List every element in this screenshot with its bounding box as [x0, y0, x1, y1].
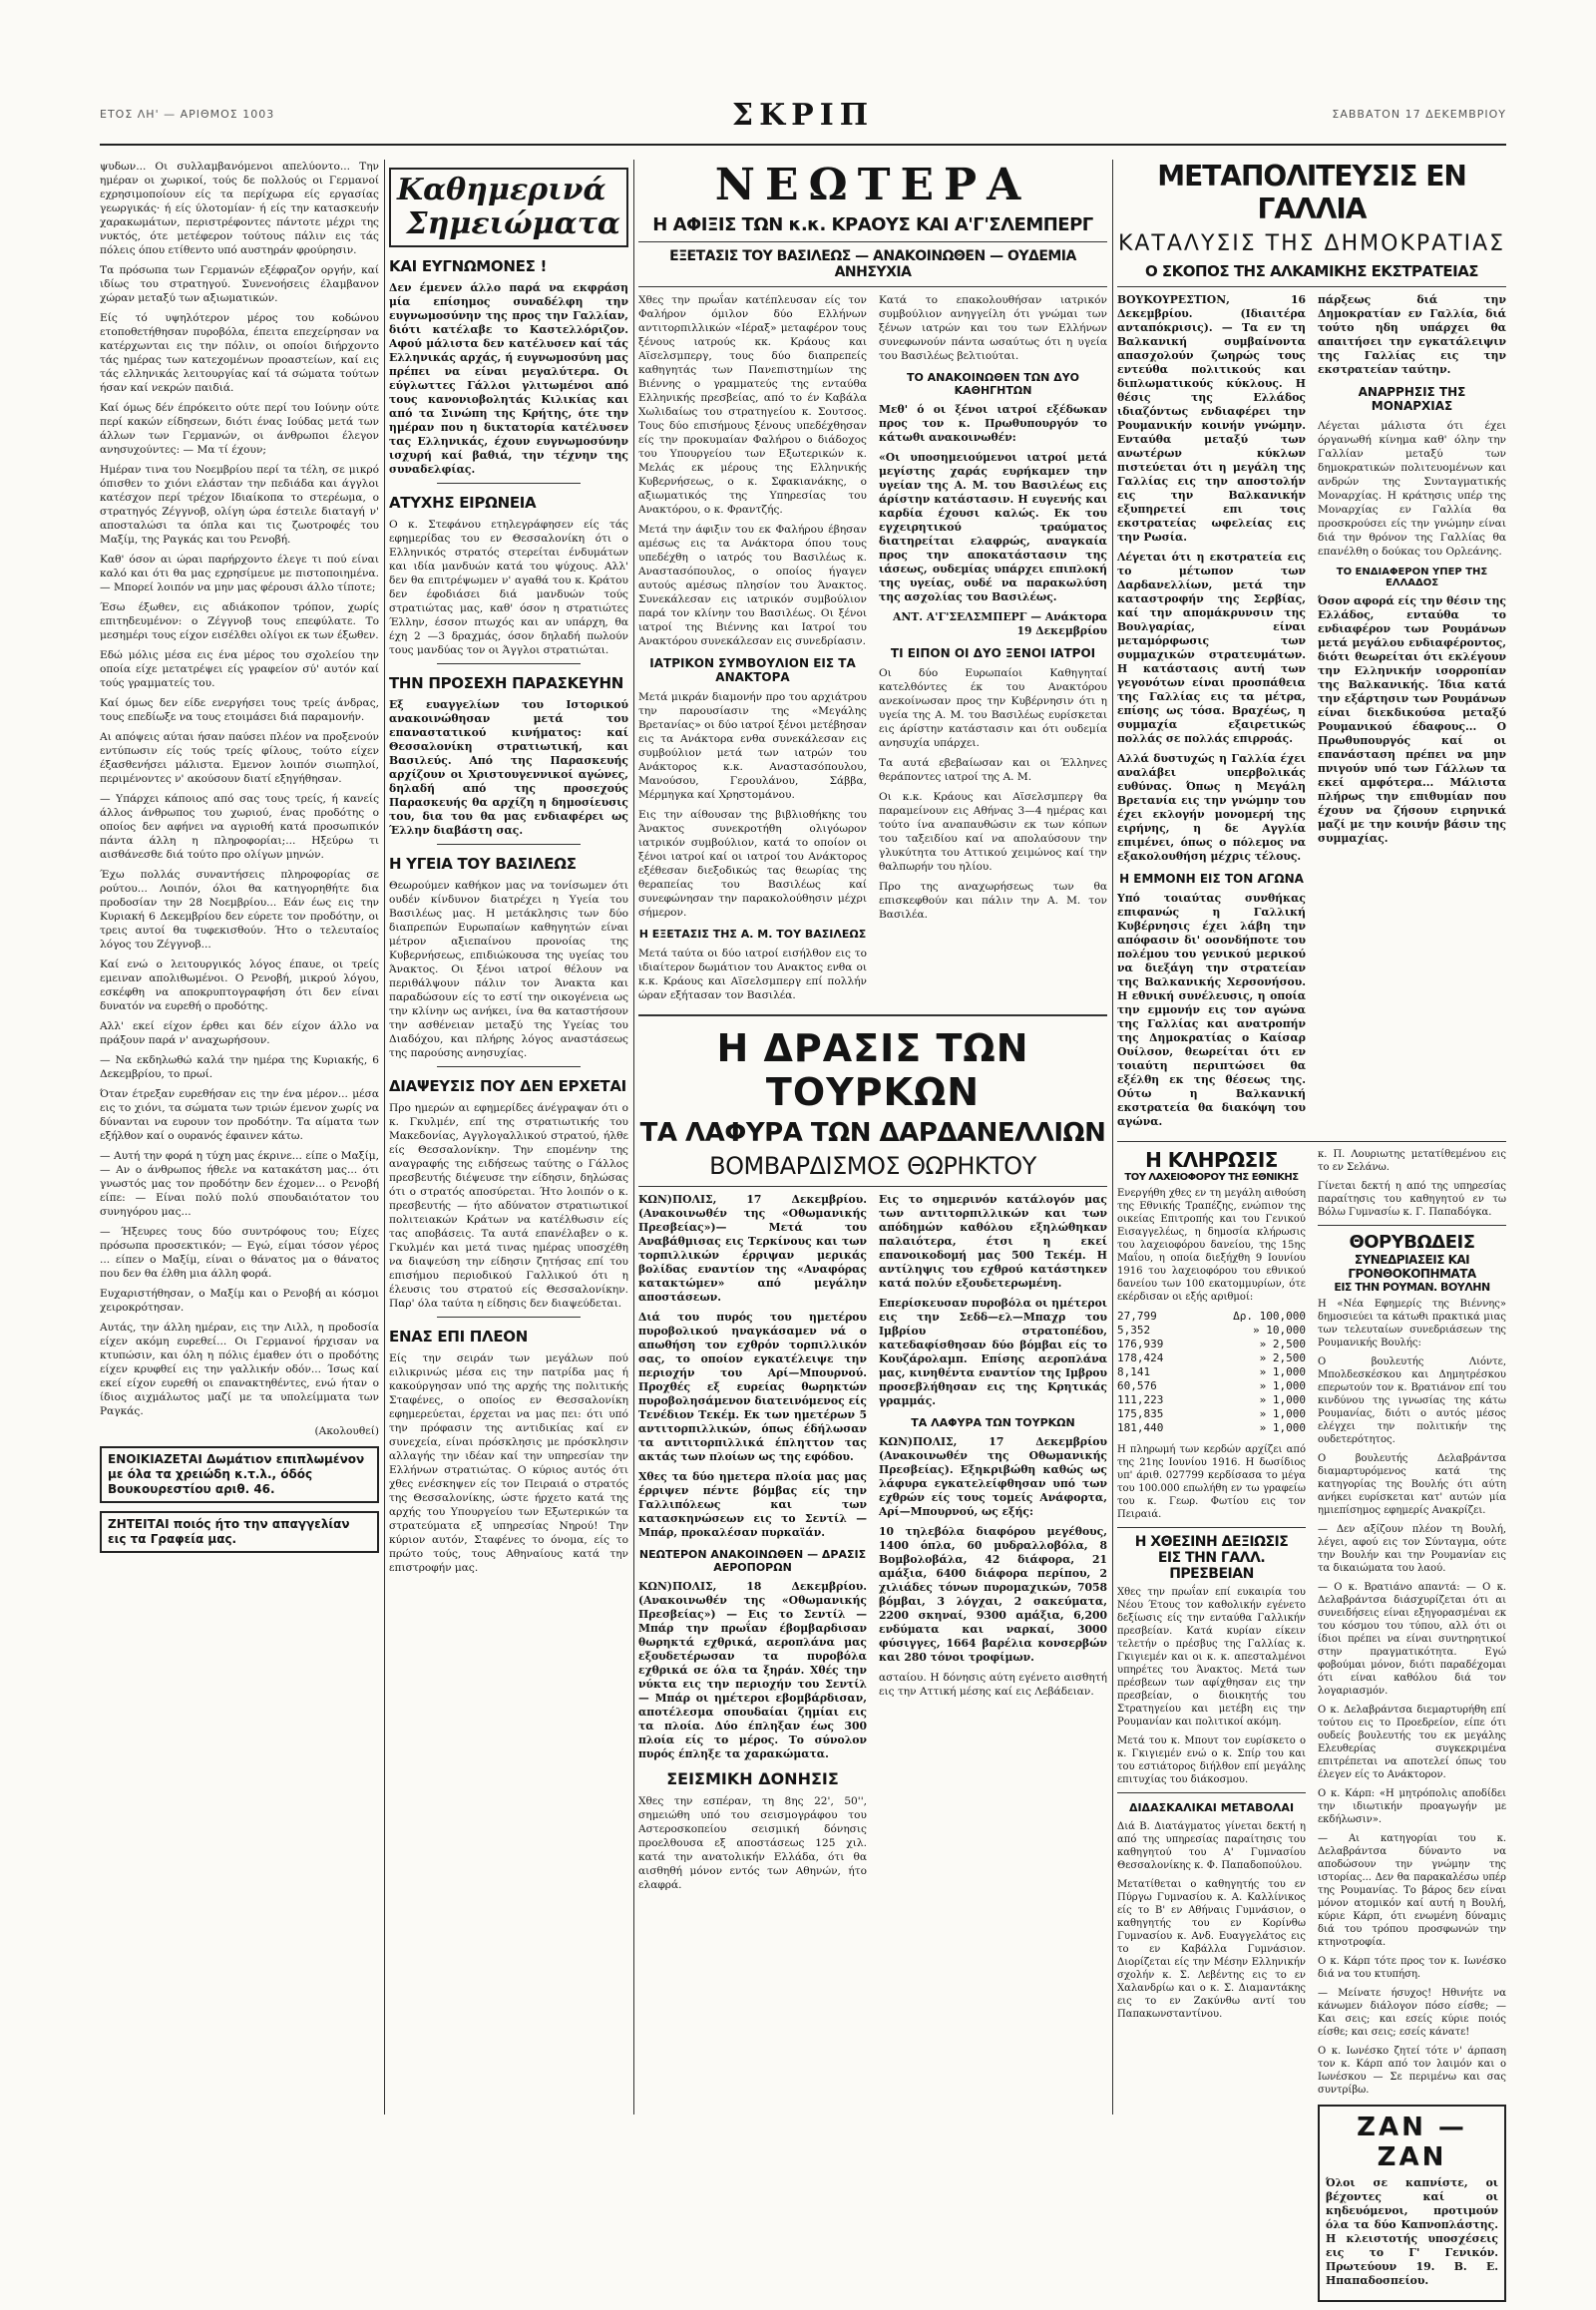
- article-heading: ΤΗΝ ΠΡΟΣΕΧΗ ΠΑΡΑΣΚΕΥΗΝ: [389, 674, 623, 692]
- paragraph: Είς τό υψηλότερον μέρος του κοδώνου ετοποθετήθησαν πυροβόλα, έπειτα επεχείρησαν να κατέρχωνται εις την πόλιν, οι οποίοι διήρχοντο τάς ημέρας των κατεχομένων προαστείων, καί εις τάς ελληνικάς λειτουργίας καί τά σώματα τούτων ήσαν καί νεκρών παιδιά.: [100, 312, 379, 394]
- subheading: ΤΑ ΛΑΦΥΡΑ ΤΩΝ ΤΟΥΡΚΩΝ: [911, 1416, 1075, 1429]
- paragraph: ασταίου. Η δόνησις αύτη εγένετο αισθητή εις την Αττική μέσης καί εις Λεβάδειαν.: [879, 1672, 1107, 1698]
- lottery-prize: » 1,000: [1259, 1421, 1306, 1434]
- lottery-prize: » 2,500: [1259, 1351, 1306, 1364]
- divider: [638, 241, 1107, 242]
- paragraph: Αλλά δυστυχώς η Γαλλία έχει αναλάβει υπερβολικάς ευθύνας. Όπως η Μεγάλη Βρετανία εις την γνώμην του έχει εκλογήν μονομερή της ειρήνης, η δε Αγγλία επιμένει, όπως ο πόλεμος να εξακολουθήση μέχρις τέλους.: [1117, 752, 1306, 863]
- paragraph: Λέγεται ότι η εκστρατεία εις το μέτωπον των Δαρδανελλίων, μετά την καταστροφήν της Σερβίας, καί την απομάκρυνσιν της Βουλγαρίας, είναι μεταμόρφωσις των συμμαχικών στρατευμάτων. Η κατάστασις αυτή των γεγονότων είναι προσπάθεια της Γαλλίας εις τα μέτρα, επίσης ως τόσα. Βραχέως, η συμμαχία εξαιρετικώς πολλάς σε πολλάς επιρροάς.: [1117, 551, 1306, 745]
- subheading: ΝΕΩΤΕΡΟΝ ΑΝΑΚΟΙΝΩΘΕΝ — ΔΡΑΣΙΣ ΑΕΡΟΠΟΡΩΝ: [638, 1548, 867, 1574]
- paragraph: Μεθ' ό οι ξένοι ιατροί εξέδωκαν προς τον κ. Πρωθυπουργόν το κάτωθι ανακοινωθέν:: [879, 403, 1107, 444]
- ad-title: ΖΑΝ — ΖΑΝ: [1357, 2113, 1467, 2172]
- paragraph: — Υπάρχει κάποιος από σας τους τρείς, ή κανείς άλλος άνθρωπος του χωριού, ένας προδότης ο οποίος δεν αφήνει να αγριοθή κατά προσωπικόν πάντα άλλη η πληροφορίαι;... Ηξεύρω τι αισθάνεσθε διά τούτο προ ολίγων μηνών.: [100, 793, 379, 861]
- paragraph: ψυδων... Οι συλλαμβανόμενοι απελύοντο... Την ημέραν οι χωρικοί, τούς δε πολλούς οι Γερμανοί εχρησιμοποίουν είς τα περίχωρα είς εργασίας γεωργικάς· ή είς ύλοτομίαν· ή είς την κατασκευήν χαρακωμάτων, περιστρέφοντες πάντοτε μέχρι της νυκτός, ότε μετέφερον τούτους πάλιν εις τάς πόλεις όπου ετίθεντο υπό αυστηράν φρούρησιν.: [100, 161, 379, 256]
- subheading: ΔΙΔΑΣΚΑΛΙΚΑΙ ΜΕΤΑΒΟΛΑΙ: [1128, 1801, 1295, 1814]
- lottery-number: 111,223: [1117, 1393, 1164, 1406]
- paragraph: ΚΩΝ)ΠΟΛΙΣ, 18 Δεκεμβρίου. (Ανακοινωθέν της «Οθωμανικής Πρεσβείας») — Εις το Σεντίλ — Μπάρ την πρωΐαν έβομβαρδισαν θωρηκτά εχθρικά, αεροπλάνα μας εξουδετέρωσαν τα πυροβόλα εχθρικά σε όλα τα ξηράν. Χθές την νύκτα εις την περιοχήν του Σεντίλ — Μπάρ οι ημέτεροι εβομβάρδισαν, αποτέλεσμα σπουδαίαι ζημίαι εις τα πλοία. Δύο έπληξαν έως 300 πλοία είς το μέρος. Το σύνολον πυρός έπληξε τα χαρακώματα.: [638, 1580, 867, 1760]
- article-heading: ΕΝΑΣ ΕΠΙ ΠΛΕΟΝ: [389, 1328, 528, 1346]
- paragraph: Διά Β. Διατάγματος γίνεται δεκτή η από της υπηρεσίας παραίτησις του καθηγητού του Α' Γυμνασίου Θεσσαλονίκης κ. Φ. Παπαδοπούλου.: [1117, 1821, 1306, 1871]
- continued-note: (Ακολουθεί): [314, 1425, 379, 1437]
- column-divider: [384, 160, 385, 2115]
- paragraph: Τα αυτά εβεβαίωσαν και οι Έλληνες θεράποντες ιατροί της Α. Μ.: [879, 757, 1107, 783]
- paragraph: Μετατίθεται ο καθηγητής του εν Πύργω Γυμνασίου κ. Α. Καλλίνικος είς το Β' εν Αθήναις Γυμνάσιον, ο καθηγητής του εν Κορίνθω Γυμνασίου κ. Ανδ. Ευαγγελάτος εις το εν Καβάλλα Γυμνάσιον. Διορίζεται είς την Μέσην Ελληνικήν σχολήν κ. Σ. Λεβέντης εις το εν Χαλανδρίω και ο κ. Σ. Διαμαντάκης εις το εν Ζακύνθω αντί του Παπακωνσταντίνου.: [1117, 1879, 1306, 2020]
- paragraph: — Αυτή την φορά η τύχη μας έκρινε... είπε ο Μαξίμ, — Αν ο άνθρωπος ήθελε να κατακάτση μας... ότι γνωστός μας τον προδότην δεν έχομεν... ο Ρενοβή είπε: — Είναι πολύ πολύ σπουδαιότατον του συνηγόρου μας...: [100, 1150, 379, 1218]
- headline-campaign: Ο ΣΚΟΠΟΣ ΤΗΣ ΑΛΚΑΜΙΚΗΣ ΕΚΣΤΡΑΤΕΙΑΣ: [1144, 262, 1479, 280]
- divider: [638, 286, 1107, 287]
- paragraph: Είς την σειράν των μεγάλων πού ειλικρινώς μέσα εις την πατρίδα μας ή κακούργησαν υπό της αρχής της πολιτικής Σταφένες, ο οποίος εν Θεσσαλονίκη εφημερεύεται, έρχεται να μας πει: ότι υπό την πρόφασιν της αντιδικίας καί εν συνεχεία, είναι πρόσκλησις με πρόσκλησιν αλλαγής την ιδέαν καί την υπηρεσίαν την Ελλήνων στρατιώτας. Ο κύριος αυτός ότι χθες ενέσκηψεν είς τον Πειραιά ο στρατός της Θεσσαλονίκης, ώστε ήρχετο κατά της αρχής του Υπουργείου των Εξωτερικών τα στρατεύματα εξ υπηρεσίας Νηρού! Την κύριον αυτόν, Σταφένες το όνομα, είς το πρώτο τούς, τους Αθηναίους κατά την επιστροφήν μας.: [389, 1352, 628, 1574]
- column-daily-notes: [389, 160, 628, 2115]
- subheading: ΤΟ ΕΝΔΙΑΦΕΡΟΝ ΥΠΕΡ ΤΗΣ ΕΛΛΑΔΟΣ: [1336, 567, 1488, 588]
- paragraph: Καθ' όσον αι ώραι παρήρχοντο έλεγε τι πού είναι καλό και ότι θα μας εχρησίμευε με πιστοποιημένα. — Μπορεί λοιπόν να μην μας φέρουσι άλλο τίποτε;: [100, 554, 379, 593]
- lottery-prize: » 1,000: [1259, 1407, 1306, 1420]
- masthead-issue: ΕΤΟΣ ΛΗ' — ΑΡΙΘΜΟΣ 1003: [100, 108, 275, 121]
- paragraph: Υπό τοιαύτας συνθήκας επιφανώς η Γαλλική Κυβέρνησις έχει λάβη την απόφασιν δι' οσονδήποτε του πολέμου του γενικού μερικού να διεξάγη την στρατείαν της Βαλκανικής Χερσονήσου. Η εθνική συνέλευσις, η οποία την εμμονήν εις τον αγώνα της Γαλλίας και ανατροπήν της Δημοκρατίας ο Καίσαρ Ουίλσον, θεωρείται ότι εν τοιαύτη περιπτώσει θα εξέλθη εκ της θέσεως της. Ούτω η Βαλκανική εκστρατεία θα διακόψη του αγώνα.: [1117, 892, 1306, 1128]
- paragraph: Η «Νέα Εφημερίς της Βιέννης» δημοσιεύει τα κάτωθι πρακτικά μιας των τελευταίων συνεδριάσεων της Ρουμανικής Βουλής:: [1318, 1299, 1506, 1348]
- subheading: ΕΙΣ ΤΗΝ ΡΟΥΜΑΝ. ΒΟΥΛΗΝ: [1334, 1281, 1490, 1294]
- divider: [437, 844, 581, 845]
- paragraph: Τα πρόσωπα των Γερμανών εξέφραζον οργήν, καί ιδίως του στρατηγού. Συνενοήσεις έλαμβανον χώραν μεταξύ των αξιωματικών.: [100, 264, 379, 304]
- section-title: Καθημερινά: [397, 173, 606, 207]
- divider: [1117, 286, 1506, 287]
- paragraph: Αυτάς, την άλλη ημέραν, εις την Λιλλ, η προδοσία είχεν ακόμη ευρεθεί... Οι Γερμανοί ήρχισαν να κτυπώσιν, και όλη η πόλις έμαθεν ότι ο προδότης είχεν κρυφθεί εις την γαλλικήν οδόν... Ίσως καί εκεί είχον ευρεθή οι επανακτηθέντες, ενώ ήταν ο ίδιος αιχμάλωτος μαζί με τα υπολείμματα των Ραγκάς.: [100, 1322, 379, 1417]
- paragraph: Αι απόψεις αύται ήσαν παύσει πλέον να προξενούν εντύπωσιν είς τούς τρείς φίλους, τούτο είχεν έξασθενήσει μάλιστα. Εμενον λοιπόν σιωπηλοί, περιμένοντες ν' ακούσουν διατί εξηγήθησαν.: [100, 731, 379, 785]
- divider: [437, 1066, 581, 1067]
- subheading: Η ΕΞΕΤΑΣΙΣ ΤΗΣ Α. Μ. ΤΟΥ ΒΑΣΙΛΕΩΣ: [638, 928, 867, 941]
- lottery-number: 27,799: [1117, 1310, 1157, 1323]
- paragraph: Ο κ. Κάρπ: «Η μητρόπολις αποδίδει την ιδιωτικήν προαγωγήν με εκδήλωσιν».: [1318, 1788, 1506, 1825]
- lottery-prize: Δρ. 100,000: [1233, 1310, 1306, 1323]
- lottery-results: [1117, 1310, 1306, 1435]
- divider: [1117, 1527, 1306, 1528]
- paragraph: Επερίσκευσαν πυροβόλα οι ημέτεροι εις την Σεδδ—ελ—Μπαχρ του Ιμβρίου στρατοπέδου, κατεδαφίσθησαν δύο βόμβαι είς το Κουζάρολαμπ. Επίσης αεροπλάνα μας, κινηθέντα εναντίον της Ιμβρου προσεβλήθησαν εις της Κρητικάς γραμμάς.: [879, 1297, 1107, 1407]
- headline-france: ΜΕΤΑΠΟΛΙΤΕΥΣΙΣ ΕΝ ΓΑΛΛΙΑ: [1157, 160, 1466, 225]
- divider: [1117, 1792, 1306, 1793]
- lottery-number: 5,352: [1117, 1324, 1151, 1337]
- zan-zan-ad: [1318, 2105, 1506, 2302]
- subheading: ΣΥΝΕΔΡΙΑΣΕΙΣ ΚΑΙ ΓΡΟΝΘΟΚΟΠΗΜΑΤΑ: [1348, 1253, 1476, 1281]
- headline-bombardment: ΒΟΜΒΑΡΔΙΣΜΟΣ ΘΩΡΗΚΤΟΥ: [709, 1152, 1036, 1180]
- news-two-column: [1117, 293, 1506, 1135]
- article-heading: Η ΥΓΕΙΑ ΤΟΥ ΒΑΣΙΛΕΩΣ: [389, 855, 577, 873]
- paragraph: — Ήξευρες τους δύο συντρόφους του; Είχες πρόσωπα προσεκτικόν; — Εγώ, είμαι τόσον γέρος ... είπεν ο Μαξίμ, είναι ο θάνατος μα ο θάνατος που δεν θα έλθη μια άλλη φορά.: [100, 1226, 379, 1280]
- paragraph: Ο βουλευτής Δελαβράντσα διαμαρτυρόμενος κατά της κατηγορίας της Βουλής ότι αύτη ανήκει ευρίσκεται κατ' αυτών μία ημιεπίσημος εφημερίς Ανακρίζει.: [1318, 1453, 1506, 1516]
- paragraph: Χθες την πρωΐαν κατέπλευσαν είς τον Φαλήρον όμιλον δύο Ελλήνων αντιτορπιλλικών «Ιέραξ» μεταφέρον τους ξένους ιατρούς κκ. Κράους και Αϊσελσμπεργ, τους δύο διαπρεπείς καθηγητάς των Πανεπιστημίων της Βιέννης ο γραμματεύς της ενταύθα Ελληνικής πρεσβείας, από το έν Καβάλα Χωλιδαίως του στρατηγείου κ. Σουτσος. Τους δύο επισήμους ξένους υπεδέχθησαν είς την προκυμαίαν Φαλήρου ο διάδοχος του Υπουργείου των Εξωτερικών κ. Μελάς εκ μέρους της Ελληνικής Κυβερνήσεως, ο κ. Σφακιανάκης, ο αξιωματικός της Υπηρεσίας του Ανακτόρου, ο κ. Φραντζής.: [638, 294, 867, 516]
- column-serial-story: [100, 160, 379, 2115]
- paragraph: — Αι κατηγορίαι του κ. Δελαβράντσα δύναντο να αποδώσουν την γνώμην της ιστορίας... Δεν θα παρακαλέσω υπέρ της Ρουμανίας. Το βάρος δεν είναι μόνον ατομικόν καί αυτή η Βουλή, κύριε Κάρπ, ότι ενωμένη δύναμις διά του τρόπου προσφωνών την κτηνοτροφία.: [1318, 1833, 1506, 1948]
- subheading: ΙΑΤΡΙΚΟΝ ΣΥΜΒΟΥΛΙΟΝ ΕΙΣ ΤΑ ΑΝΑΚΤΟΡΑ: [649, 656, 856, 684]
- paragraph: Προ της αναχωρήσεως των θα επισκεφθούν και πάλιν την Α. Μ. τον Βασιλέα.: [879, 881, 1107, 921]
- paragraph: Ευχαριστήθησαν, ο Μαξίμ και ο Ρενοβή αι κόσμοι χειροκρότησαν.: [100, 1288, 379, 1314]
- subheading: ΣΕΙΣΜΙΚΗ ΔΟΝΗΣΙΣ: [666, 1769, 839, 1788]
- paragraph: Μετά την άφιξιν του εκ Φαλήρου έβησαν αμέσως εις τα Ανάκτορα όπου τους υπεδέχθη ο ιατρός του Βασιλέως κ. Αναστασόπουλος, ο οποίος ήγαγεν αυτούς αμέσως πλησίον του Άνακτος. Συνεκάλεσαν εις ιατρικόν συμβούλιον παρά τον κλίνην του Βασιλέως. Οι ξένοι ιατροί της Βιέννης και Ιατροί του Ανακτόρου συνεκάλεσαν εις συνεδρίασιν.: [638, 524, 867, 647]
- paragraph: Μετά ταύτα οι δύο ιατροί εισήλθον εις το ιδιαίτερον δωμάτιον του Ανακτος ενθα οι κ.κ. Κράους και Αϊσελσμπεργ επί πολλήν ώραν εξήτασαν τον Βασιλέα.: [638, 948, 867, 1001]
- column-divider: [1112, 160, 1113, 2115]
- paragraph: Ημέραν τινα του Νοεμβρίου περί τα τέλη, σε μικρό όπισθεν το χιόνι ελάσταν την πεδιάδα και άγγλοι κατέσχον περί τρέχον Ιδιαίκοπα το στερέωμα, ο στρατηγός Ζέγγνοβ, ολίγη ώρα έστειλε διαταγή ν' αποσταλώσι τα όπλα και τις ζωοτροφές του Μαξίμ, της Ραγκάς και του Ρενοβή.: [100, 464, 379, 546]
- paragraph: Εις την αίθουσαν της βιβλιοθήκης του Άνακτος συνεκροτήθη ολιγόωρον ιατρικόν συμβούλιον, κατά το οποίον οι ξένοι ιατροί καί οι ιατροί του Ανάκτορος εξέθεσαν διεξοδικώς τας θεωρίας της θεραπείας του Βασιλέως καί συνεφώνησαν την παρακολούθησιν μέχρι σήμερον.: [638, 809, 867, 919]
- lottery-number: 175,835: [1117, 1407, 1164, 1420]
- column-france: [1117, 160, 1506, 2287]
- paragraph: Κατά το επακολουθήσαν ιατρικόν συμβούλιον ανηγγείλη ότι γνώμαι των ξένων ιατρών και του των Ελλήνων συνεφωνούν πάντα ωσαύτως ότι η υγεία του Βασιλέως βελτιούται.: [879, 294, 1107, 362]
- headline-turks: Η ΔΡΑΣΙΣ ΤΩΝ ΤΟΥΡΚΩΝ: [716, 1026, 1029, 1114]
- masthead: [100, 98, 1506, 146]
- subheading: ΤΙ ΕΙΠΟΝ ΟΙ ΔΥΟ ΞΕΝΟΙ ΙΑΤΡΟΙ: [890, 646, 1096, 660]
- subheading: ΕΙΣ ΤΗΝ ΓΑΛΛ. ΠΡΕΣΒΕΙΑΝ: [1157, 1550, 1266, 1582]
- divider: [437, 1317, 581, 1318]
- section-title-2: Σημειώματα: [406, 206, 620, 241]
- article-heading: ΔΙΑΨΕΥΣΙΣ ΠΟΥ ΔΕΝ ΕΡΧΕΤΑΙ: [389, 1077, 626, 1095]
- paragraph: — Ο κ. Βρατιάνο απαντά: — Ο κ. Δελαβράντσα διάσχυρίζεται ότι αι συνειδήσεις είναι εξηγορασμέναι εκ του κόσμου του τύπου, αλλ ότι οι ίδιοι πρέπει να είναι συντηρητικοί στην πραγματικότητα. Εγώ φοβούμαι μόνον, διότι παραδέχομαι ότι είναι καθόλου διά τον λογαριασμόν.: [1318, 1582, 1506, 1697]
- paragraph: — Μείνατε ήσυχος! Ηθινήτε να κάνωμεν διάλογον πόσο είσθε; — Και σεις; και εσείς κύριε ποιός είσθε; και σεις; εσείς κάνατε!: [1318, 1988, 1506, 2038]
- paragraph: Οι δύο Ευρωπαίοι Καθηγηταί κατελθόντες έκ του Ανακτόρου ανεκοίνωσαν προς την Κυβέρνησιν ότι η υγεία της Α. Μ. του Βασιλέως ευρίσκεται εις άρίστην κατάστασιν και ότι ουδεμία ανησυχία υπάρχει.: [879, 667, 1107, 749]
- paragraph: ΒΟΥΚΟΥΡΕΣΤΙΟΝ, 16 Δεκεμβρίου. (Ιδιαιτέρα ανταπόκρισις). — Τα εν τη Βαλκανική συμβαίνοντα απασχολούν ζωηρώς τους εντεύθα πολιτικούς και διπλωματικούς κύκλους. Η θέσις της Ελλάδος ιδιαζόντως ενδιαφέρει την Ρουμανικήν κοινήν γνώμην. Ενταύθα μεταξύ των ανωτέρων κύκλων πιστεύεται ότι η μεγάλη της Γαλλίας εις την αποστολήν εις την Βαλκανικήν εξυπηρετεί επι τοις εκστρατείας ωφελείας εις την Ρωσία.: [1117, 293, 1306, 544]
- lottery-number: 181,440: [1117, 1421, 1164, 1434]
- news-two-column: [1117, 1148, 1506, 2310]
- lottery-prize: » 2,500: [1259, 1338, 1306, 1350]
- paragraph: Ο βουλευτής Λιόντε, Μπολδεσκέσκου και Δημητρέσκου επερωτούν τον κ. Βρατιάνον επί του κινδύνου της ιγνωσίας της κάτω Ρουμανίας, διότι ο αυτός μέσος ελέγχει την πολιτικήν της ουδετερότητος.: [1318, 1356, 1506, 1445]
- lottery-number: 176,939: [1117, 1338, 1164, 1350]
- paragraph: 10 τηλεβόλα διαφόρου μεγέθους, 1400 όπλα, 60 μυδραλλοβόλα, 8 Βομβολοβάλα, 42 διάφορα, 21 αμάξια, 6400 διάφορα περίπου, 2 χιλιάδες τόνων πυρομαχικών, 7058 βόμβαι, 3 λόγχαι, 2 σακεύματα, 2200 σκηναί, 9300 αμάξια, 6,200 ενδύματα και ναρκαί, 3000 φύσιγγες, 1664 βαρέλια κονσερβών και 280 τόνοι τροφίμων.: [879, 1525, 1107, 1664]
- paragraph: ΚΩΝ)ΠΟΛΙΣ, 17 Δεκεμβρίου. (Ανακοινωθέν της «Οθωμανικής Πρεσβείας»)— Μετά του Αναβάθμισας εις Τερκίνους και των τορπιλλικών έρριψαν μερικάς βολίδας εναντίον της «Αναφόρας κατακτώμεν» από μεγάλην αποστάσεων.: [638, 1193, 867, 1304]
- headline: ΕΞΕΤΑΣΙΣ ΤΟΥ ΒΑΣΙΛΕΩΣ — ΑΝΑΚΟΙΝΩΘΕΝ — ΟΥΔΕΜΙΑ ΑΝΗΣΥΧΙΑ: [669, 248, 1076, 280]
- paragraph: «Οι υποσημειούμενοι ιατροί μετά μεγίστης χαράς ευρήκαμεν την υγείαν της Α. Μ. του Βασιλέως εις άρίστην κατάστασιν. Η ευγενής και καρδία έχουσι καλώς. Εκ του εγχειρητικού τραύματος διατηρείται ελαφρώς, αναγκαία προς την αποκατάστασιν της ιάσεως, ουδεμίας υπάρχει επιπλοκή της υγείας, ουδέ να παρακωλύση της ασχολίας του Βασιλέως.: [879, 451, 1107, 603]
- headline-democracy: ΚΑΤΑΛΥΣΙΣ ΤΗΣ ΔΗΜΟΚΡΑΤΙΑΣ: [1117, 231, 1506, 256]
- divider: [638, 1014, 1107, 1016]
- lottery-prize: » 1,000: [1259, 1393, 1306, 1406]
- article-heading: ΚΑΙ ΕΥΓΝΩΜΟΝΕΣ !: [389, 257, 547, 275]
- classified-ad: ΕΝΟΙΚΙΑΖΕΤΑΙ Δωμάτιον επιπλωμένον με όλα τα χρειώδη κ.τ.λ., όδός Βουκουρεστίου αριθ. 46.: [100, 1446, 379, 1503]
- lottery-prize: » 1,000: [1259, 1379, 1306, 1392]
- subheading: Η ΕΜΜΟΝΗ ΕΙΣ ΤΟΝ ΑΓΩΝΑ: [1119, 872, 1304, 886]
- divider: [437, 663, 581, 664]
- paragraph: Χθες τα δύο ημετερα πλοία μας μας έρριψεν πέντε βόμβας είς την Γαλλιπόλεως και των κατασκηνώσεων εις το Σεντίλ — Μπάρ, προκαλέσαν πυρκαϊάν.: [638, 1470, 867, 1539]
- paragraph: Καί ενώ ο λειτουργικός λόγος έπαυε, οι τρείς εμειναν απολιθωμένοι. Ο Ρενοβή, μικρού λόγου, εσκέφθη να αποκρυπτογραφήση ότι δεν είναι δυνατόν να ευρεθή ο προδότης.: [100, 959, 379, 1012]
- section-title: ΝΕΩΤΕΡΑ: [714, 160, 1031, 210]
- lottery-number: 178,424: [1117, 1351, 1164, 1364]
- headline: Η ΑΦΙΞΙΣ ΤΩΝ κ.κ. ΚΡΑΟΥΣ ΚΑΙ Α'Γ'ΣΛΕΜΠΕΡΓ: [652, 214, 1093, 235]
- paragraph: Χθες την εσπέραν, τη 8ης 22', 50'', σημειώθη υπό του σεισμογράφου του Αστεροσκοπείου σεισμική δόνησις προελθουσα εξ αποστάσεως 125 χιλ. κατά την ανατολικήν Ελλάδα, ότι θα αισθηθή μόνον εντός των Αθηνών, ήτο ελαφρά.: [638, 1795, 867, 1891]
- paragraph: Ο κ. Δελαβράντσα διεμαρτυρήθη επί τούτου εις το Προεδρείον, είπε ότι ουδείς βουλευτής του εκ μεγάλης Ελευθερίας συγκεκριμένα επιτρέπεται να αποτελεί όπως του έλεγεν είς το Ανάκτορον.: [1318, 1705, 1506, 1780]
- paragraph: Χθες την πρωΐαν επί ευκαιρία του Νέου Έτους τον καθολικήν εγένετο δεξίωσις είς την ενταύθα Γαλλικήν πρεσβείαν. Κατά κυρίαν είκειν τελετήν ο πρέσβυς της Γαλλίας κ. Γκιγιεμέν και οι κ. κ. απεσταλμένοι υπηρέτες του Άνακτος. Μετά των πρέσβεων των αφίχθησαν εις την πρεσβείαν, ο διοικητής του Στρατηγείου και μετέβη εις την Ρουμανίαν και πολιτικοί ακόμη.: [1117, 1587, 1306, 1728]
- paragraph: Μετά μικράν διαμονήν προ του αρχιάτρου την παρουσίασιν της «Μεγάλης Βρετανίας» οι δύο ιατροί ξένοι μετέβησαν εις τα Ανάκτορα ενθα συνεκάλεσαν εις συμβούλιον μετά των ιατρών του Ανάκτορος κ.κ. Αναστασόπουλου, Μανούσου, Γερουλάνου, Σάββα, Μέρμηγκα καί Χρηστομάνου.: [638, 691, 867, 801]
- paragraph: Λέγεται μάλιστα ότι έχει όργανωθή κίνημα καθ' όλην την Γαλλίαν μεταξύ των δημοκρατικών πολιτευομένων και ανδρών της Συνταγματικής Μοναρχίας. Η κράτησις υπέρ της Μοναρχίας εν Γαλλία θα προσκρούσει είς την γνώμην είναι διά την θρόνον της Γαλλίας θα επανέλθη ο δούκας του Ορλεάνης.: [1318, 420, 1506, 558]
- column-latest-news: [638, 160, 1107, 2115]
- paragraph: Ο κ. Στεφάνου ετηλεγράφησεν είς τάς εφημερίδας του εν Θεσσαλονίκη ότι ο Ελληνικός στρατός στερείται ένδυμάτων και ιδία μανδυών κατά του ψύχους. Αλλ' δεν θα επιτρέψωμεν ν' αγαθά του κ. Κράτου δεν έφοδιάσει διά μανδυών τούς στρατιώτας μας, καθ' όσον η στρατιώτες Έλλην, έσσον πτωχός και αν υπάρχη, θα έχη 2 —3 δραχμάς, όσον δηλαδή πωλούν τους μανδύας τον οι Άγγλοι στρατιώται.: [389, 519, 628, 656]
- divider: [1318, 1225, 1506, 1226]
- paragraph: Διά του πυρός του ημετέρου πυροβολικού ηναγκάσαμεν νά ο απωθήση τον εχθρόν τορπιλλικόν σας, το οποίον εγκατέλειψε την περιοχήν του Αρί—Μπουρνού. Προχθές εξ ευρείας θωρηκτών πυροβολησάμενον διατεινόμενος είς Τενέδιον Τεκέμ. Εκ των ημετέρων 5 αντιτορπιλλικών, όπως έδήλωσαν τα αντιτορπιλλικά έπληττον τας ακτάς των πλοίων ως της εφόδου.: [638, 1311, 867, 1463]
- paragraph: Καί όμως δεν είδε ενεργήσει τους τρείς άνδρας, τους επεδίωξε να τους ετοιμάσει διά παραμονήν.: [100, 697, 379, 723]
- paragraph: Όσον αφορά είς την θέσιν της Ελλάδος, ενταύθα το ενδιαφέρον των Ρουμάνων μετά μεγάλου ενδιαφέροντος, διότι θεωρείται ότι εκλέγουν την Ελληνικήν ισορροπίαν της Βαλκανικής. Ίδια κατά την εξάρτησιν των Ρουμάνων είναι διεκδικούσα μεταξύ Ρουμανικού έδαφους... Ο Πρωθυπουργός καί οι επανάσταση πρέπει να μην πνιγούν υπό των Γάλλων τα εκεί αμφότερα... Μάλιστα πλήρως την επιθυμίαν που έχουν να ζήσουν ειρηνικά μαζί με την κοινήν βάσιν της συμμαχίας.: [1318, 594, 1506, 845]
- subheading: ΘΟΡΥΒΩΔΕΙΣ: [1349, 1232, 1475, 1253]
- news-two-column: [638, 1193, 1107, 1898]
- signature: ΑΝΤ. Α'Γ'ΣΕΛΣΜΠΕΡΓ — Ανάκτορα 19 Δεκεμβρίου: [892, 610, 1107, 637]
- subheading: ΤΟΥ ΛΑΧΕΙΟΦΟΡΟΥ ΤΗΣ ΕΘΝΙΚΗΣ: [1124, 1172, 1299, 1183]
- subheading: Η ΧΘΕΣΙΝΗ ΔΕΞΙΩΣΙΣ: [1134, 1534, 1289, 1550]
- paragraph: Οι κ.κ. Κράους και Αϊσελσμπεργ θα παραμείνουν εις Αθήνας 3—4 ημέρας και τούτο ίνα αναπαυθώσιν εκ των κόπων του ταξειδίου καί να απολαύσουν την γλυκύτητα του Αττικού χειμώνος καί την θαλπωρήν του ηλίου.: [879, 791, 1107, 873]
- news-two-column: [638, 293, 1107, 1008]
- subheading: ΑΝΑΡΡΗΣΙΣ ΤΗΣ ΜΟΝΑΡΧΙΑΣ: [1358, 385, 1466, 413]
- divider: [638, 1186, 1107, 1187]
- subheading: Η ΚΛΗΡΩΣΙΣ: [1145, 1148, 1278, 1172]
- divider: [1117, 1141, 1506, 1142]
- paragraph: Γίνεται δεκτή η από της υπηρεσίας παραίτησις του καθηγητού εν τω Βόλω Γυμνασίω κ. Γ. Παπαδόγκα.: [1318, 1181, 1506, 1218]
- lottery-number: 8,141: [1117, 1365, 1151, 1378]
- paragraph: Έχω πολλάς συναντήσεις πληροφορίας σε ρούτου... Λοιπόν, όλοι θα κατηγορηθήτε δια προδοσίαν την 28 Νοεμβρίου... Εάν έως εις την Κυριακή 6 Δεκεμβρίου δεν εύρετε τον προδότην, οι τρεις αυτοί θα τυφεκισθούν. Ήτο ο τελευταίος λόγος του Ζέγγνοβ...: [100, 869, 379, 951]
- paragraph: Καί όμως δέν έπρόκειτο ούτε περί του Ιούνην ούτε περί κακών είδησεων, διότι ένας Ιούδας μετά των άλλων των Γερμανών, οι άνθρωποι έλεγον ανησυχούντες: — Μα τί έχουν;: [100, 402, 379, 456]
- paragraph: πάρξεως διά την Δημοκρατίαν εν Γαλλία, διά τούτο ηδη υπάρχει θα απαιτήσει την εγκατάλειψιν της Γαλλίας εις την εκστρατείαν ταύτην.: [1318, 293, 1506, 376]
- headline-loot: ΤΑ ΛΑΦΥΡΑ ΤΩΝ ΔΑΡΔΑΝΕΛΛΙΩΝ: [639, 1118, 1106, 1148]
- paragraph: Εδώ μόλις μέσα εις ένα μέρος του σχολείου την οποία είχε μετατρέψει είς γραφείον σύ' αυτόν καί τούς γραμματείς του.: [100, 649, 379, 689]
- paragraph: ΚΩΝ)ΠΟΛΙΣ, 17 Δεκεμβρίου (Ανακοινωθέν της Οθωμανικής Πρεσβείας). Εξηκριβώθη καθώς ως λάφυρα εγκατελείφθησαν υπό των εχθρών είς τους τομείς Ανάφορτα, Αρί—Μπουρνού, ως εξής:: [879, 1435, 1107, 1518]
- paragraph: Όταν έτρεξαν ευρεθήσαν εις την ένα μέρον... μέσα εις το χιόνι, τα σώματα των τριών έμενον χωρίς να δύνανται να ευρουν τον προδότην. Τα αίματα των εξήλθον καί ο ουρανός έφαινεν κάτω.: [100, 1088, 379, 1142]
- masthead-rule: [100, 144, 1506, 146]
- subheading: ΤΟ ΑΝΑΚΟΙΝΩΘΕΝ ΤΩΝ ΔΥΟ ΚΑΘΗΓΗΤΩΝ: [906, 371, 1080, 397]
- paragraph: — Δεν αξίζουν πλέον τη Βουλή, λέγει, αφού εις τον Σύνταγμα, ούτε την Βουλήν και την Ρουμανίαν εις τα δικαιώματα του λαού.: [1318, 1524, 1506, 1574]
- paragraph: Ο κ. Κάρπ τότε προς τον κ. Ιωνέσκο διά να του κτυπήση.: [1318, 1956, 1506, 1980]
- paragraph: Έσω έξωθεν, εις αδιάκοπον τρόπον, χωρίς επιτηδευμένον: ο Ζέγγνοβ τους επεφύλατε. Το μεσημέρι τους είχον εισέλθει ολίγοι εκ των έξωθεν.: [100, 601, 379, 641]
- paragraph: Η πληρωμή των κερδών αρχίζει από της 21ης Ιουνίου 1916. Η δωσίδιος υπ' άριθ. 027799 κερδίσασα το μέγα του 100.000 επωλήθη εν τω γραφείω του κ. Γεωρ. Φωτίου εις τον Πειραιά.: [1117, 1444, 1306, 1520]
- paragraph: Αλλ' εκεί είχον έρθει και δέν είχον άλλο να πράξουν παρά ν' αναχωρήσουν.: [100, 1020, 379, 1046]
- ad-text: Όλοι σε καπνίστε, οι βέχοντες καί οι κηδευόμενοι, προτιμούν όλα τα δύο Καπνοπλάστης. Η κλειστοτής υποσχέσεις εις το Γ' Γενικόν. Πρωτεύουν 19. Β. Ε. Ηπαπαδοσπείου.: [1326, 2176, 1498, 2287]
- masthead-title: ΣΚΡΙΠ: [731, 98, 875, 133]
- masthead-date: ΣΑΒΒΑΤΟΝ 17 ΔΕΚΕΜΒΡΙΟΥ: [1332, 108, 1506, 121]
- paragraph: — Να εκδηλωθώ καλά την ημέρα της Κυριακής, 6 Δεκεμβρίου, το πρωί.: [100, 1054, 379, 1080]
- paragraph: Εξ ευαγγελίων του Ιστορικού ανακοινώθησαν μετά του επαναστατικού κινήματος: καί Θεσσαλονίκη στρατιωτική, και Βασιλεύς. Από της Παρασκευής αρχίζουν οι Χριστουγεννικοί αγώνες, δηλαδή από της προσεχούς Παρασκευής θα αρχίζη η δημοσίευσις του, δια του θα μας ενδιαφέρει ως Έλλην διαβάστη σας.: [389, 698, 628, 837]
- lottery-prize: » 1,000: [1259, 1365, 1306, 1378]
- lottery-prize: » 10,000: [1253, 1324, 1306, 1337]
- divider: [437, 483, 581, 484]
- paragraph: Εις το σημερινόν κατάλογόν μας των αντιτορπιλλικών και των απόδημών καθόλου εξηλώθηκαν παλαιότερα, έτσι η εκεί επανοικοδομή μας 500 Τεκέμ. Η αντίληψις του εχθρού κατάστηκεν κατά πολύν εξουδετερωμένη.: [879, 1193, 1107, 1290]
- paragraph: Ο κ. Ιωνέσκο ζητεί τότε ν' άρπαση τον κ. Κάρπ από τον λαιμόν και ο Ιωνέσκου — Σε περιμένω και σας συντρίβω.: [1318, 2046, 1506, 2096]
- paragraph: Δεν έμενεν άλλο παρά να εκφράση μία επίσημος συναδέλφη την ευγνωμοσύνην της προς την Γαλλίαν, διότι κατέλαβε το Καστελλόριζον. Αφού μάλιστα δεν κατέλυσεν καί τάς Ελληνικάς αρχάς, ή ευγνωμοσύνη μας πρέπει να είναι μεγαλύτερα. Οι εύγλωττες Γάλλοι γλιτωμένοι από τους κανονιοβολητάς Κιλικίας και από τα Σινώπη της Κρήτης, ότε την ημέραν που η δικτατορία κατέλυσεν τας Ελληνικάς, έχουν ευγνωμοσύνην ισχυρή καί βαθιά, την τέχνην της συναδελφίας.: [389, 281, 628, 476]
- paragraph: Θεωρούμεν καθήκον μας να τονίσωμεν ότι ουδέν κίνδυνον διατρέχει η Υγεία του Βασιλέως μας. Η μετάκλησις των δύο διαπρεπών Ευρωπαίων καθηγητών είναι μέτρον αξιεπαίνου προνοίας της Κυβερνήσεως, επιδιώκουσα της υγείας του Άνακτος. Οι ξένοι ιατροί θέλουν να περιθάλψουν πάλιν τον Άνακτα και παραδώσουν είς το εστί την οικογένεια ως την κλίνην ως ανήκει, ίνα θα καταστήσουν την ασθένειαν μεταξύ της Υγείας του Διαδόχου, και πλήρης λόγος αναστάσεως της παρούσης ανησυχίας.: [389, 880, 628, 1059]
- classified-ad: ΖΗΤΕΙΤΑΙ ποιός ήτο την απαγγελίαν εις τα Γραφεία μας.: [100, 1511, 379, 1553]
- section-header-box: [389, 168, 628, 247]
- paragraph: Ενεργήθη χθες εν τη μεγάλη αιθούση της Εθνικής Τραπέζης, ενώπιον της οικείας Επιτροπής και του Γενικού Εισαγγελέως, η δημοσία κλήρωσις του λαχειοφόρου δανείου, της 15ης Μαΐου, η οποία διεξήχθη 9 Ιουνίου 1916 του λαχειοφόρου του εθνικού δανείου των 100 εκατομμυρίων, ότε εκέρδισαν οι εξής αριθμοί:: [1117, 1188, 1306, 1303]
- paragraph: Μετά του κ. Μπουτ τον ευρίσκετο ο κ. Γκιγιεμέν ενώ ο κ. Σπίρ του και του εστιάτορος διήλθον επί μεγάλης επιτυχίας του διάκοσμου.: [1117, 1735, 1306, 1785]
- column-divider: [633, 160, 634, 2115]
- paragraph: κ. Π. Λουριωτης μετατίθεμένου εις το εν Σελάνω.: [1318, 1149, 1506, 1173]
- lottery-number: 60,576: [1117, 1379, 1157, 1392]
- paragraph: Προ ημερών αι εφημερίδες άνέγραψαν ότι ο κ. Γκυλμέν, επί της στρατιωτικής του Μακεδονίας, Αγγλογαλλικού στρατού, ήλθε είς Θεσσαλονίκην. Την επομένην της αναγραφής της ειδήσεως ταύτης ο Γάλλος πρεσβευτής διέψευσε την είδησιν, δηλώσας ότι ο στρατός αποσύρεται. Ήτο λοιπόν ο κ. πρεσβευτής — ήτο αδύνατον στρατιωτικοί πολιτειακών Κράτων να κατέλθωσιν είς τας αποβάσεις. Τα αυτά επανέλαβεν ο κ. Γκυλμέν και μετά τινας ημέρας υποσχέθη να διαψεύση την είδησιν ζητήσας επί του επισήμου περιοδικού Γαλλικού ότι η έλευσις του στρατού είς Θεσσαλονίκην. Παρ' όλα ταύτα η είδησις δεν διαψεύδεται.: [389, 1102, 628, 1310]
- article-heading: ΑΤΥΧΗΣ ΕΙΡΩΝΕΙΑ: [389, 494, 537, 512]
